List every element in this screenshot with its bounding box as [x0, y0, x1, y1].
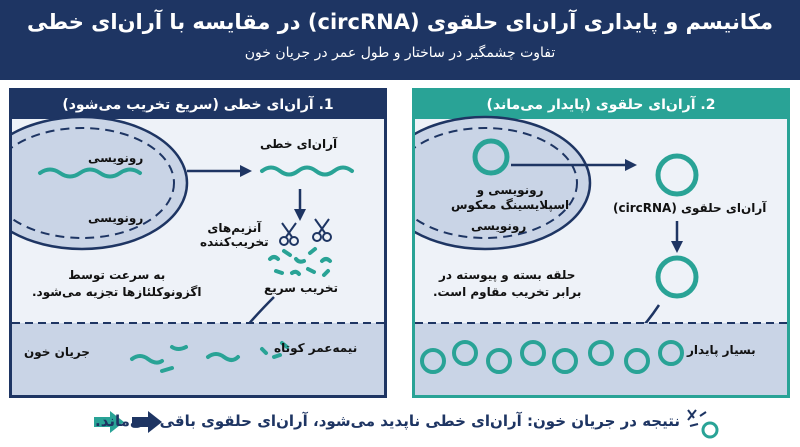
linear-rna-panel — [9, 88, 387, 398]
degraded-rna-icon — [688, 410, 706, 426]
rapid-degradation-label: تخریب سریع — [264, 281, 338, 295]
bloodstream-label: جریان خون — [24, 345, 90, 359]
linear-rna-label: آران‌ای خطی — [260, 137, 338, 151]
result-footer — [0, 402, 800, 447]
circ-rna-ring — [658, 258, 696, 296]
transcription-label-top: رونویسی — [88, 151, 144, 165]
very-stable-label: بسیار پایدار — [687, 343, 756, 357]
nucleus-shape — [12, 117, 187, 249]
linear-rna-strand — [262, 168, 352, 175]
circ-rna-ring — [658, 156, 696, 194]
scissors-icon — [280, 223, 298, 245]
rna-fragments — [270, 249, 330, 275]
degradation-arrow-head — [294, 209, 306, 221]
linear-rna-heading: 1. آران‌ای خطی (سریع تخریب می‌شود) — [12, 91, 384, 119]
stability-arrow-head — [671, 241, 683, 253]
circ-rna-heading: 2. آران‌ای حلقوی (پایدار می‌ماند) — [415, 91, 787, 119]
circ-rna-icon — [703, 423, 717, 437]
header-banner — [0, 0, 800, 80]
bloodstream-band — [415, 323, 787, 395]
export-arrow-head — [240, 165, 252, 177]
enzymes-label: آنزیم‌های تخریب‌کننده — [200, 221, 269, 249]
page-title: مکانیسم و پایداری آران‌ای حلقوی (circRNA) در مقایسه با آران‌ای خطی — [27, 10, 773, 34]
export-arrow-head — [625, 159, 637, 171]
page-subtitle: تفاوت چشمگیر در ساختار و طول عمر در جریان خون — [244, 45, 556, 61]
short-half-life-label: نیمه‌عمر کوتاه — [274, 341, 358, 355]
circ-rna-label: آران‌ای حلقوی (circRNA) — [613, 201, 767, 215]
transcription-label-bottom: رونویسی — [88, 211, 144, 225]
scissors-icon — [313, 219, 331, 241]
exonuclease-note: به سرعت توسط اگزونوکلئازها تجزیه می‌شود. — [32, 268, 202, 299]
transcription-label: رونویسی — [471, 219, 527, 233]
bloodstream-band — [12, 323, 384, 395]
circ-rna-panel — [412, 88, 790, 398]
transcription-splicing-label: رونویسی و اسپلایسینگ معکوس — [451, 183, 570, 212]
closed-loop-note: حلقه بسته و پیوسته در برابر تخریب مقاوم است. — [433, 268, 582, 299]
result-text: نتیجه در جریان خون: آران‌ای خطی ناپدید می‌شود، آران‌ای حلقوی باقی می‌ماند. — [95, 412, 680, 430]
